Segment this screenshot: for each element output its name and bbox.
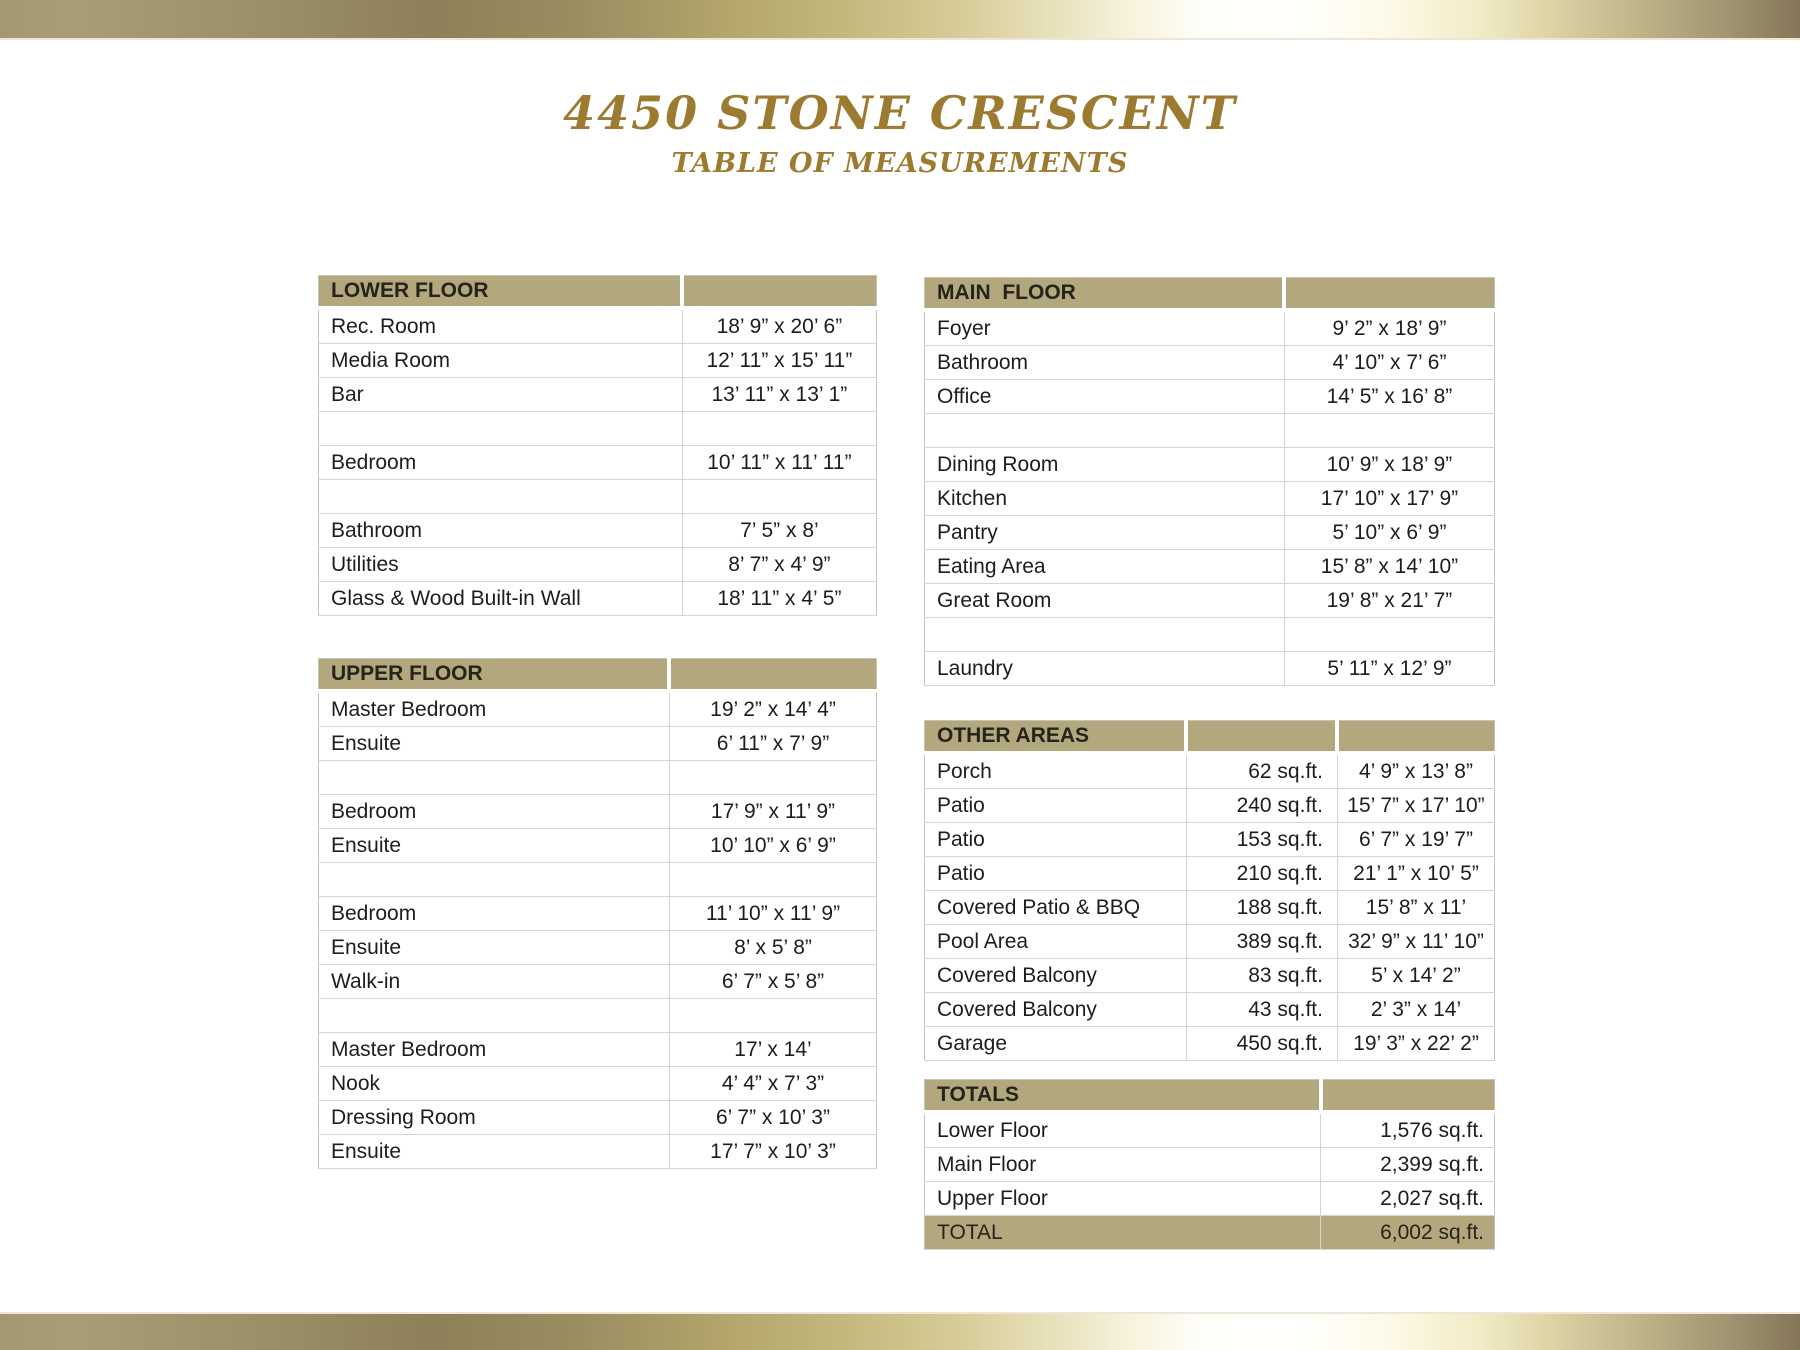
table-header-row bbox=[925, 721, 1495, 754]
table-row bbox=[925, 1112, 1495, 1148]
cell-name: Covered Patio & BBQ bbox=[925, 891, 1187, 925]
cell-name: Ensuite bbox=[319, 727, 670, 761]
cell-name: Upper Floor bbox=[925, 1182, 1321, 1216]
lower-floor-table bbox=[318, 275, 877, 616]
cell-dims bbox=[1284, 414, 1494, 448]
top-gradient-bar bbox=[0, 0, 1800, 40]
table-header-spacer bbox=[1284, 278, 1494, 311]
table-row bbox=[925, 891, 1495, 925]
cell-name: Patio bbox=[925, 857, 1187, 891]
cell-name: Master Bedroom bbox=[319, 691, 670, 727]
cell-name: Office bbox=[925, 380, 1285, 414]
cell-dims: 5’ 11” x 12’ 9” bbox=[1284, 652, 1494, 686]
cell-dims: 6’ 7” x 5’ 8” bbox=[669, 965, 876, 999]
cell-name: Bathroom bbox=[319, 514, 683, 548]
cell-sqft: 210 sq.ft. bbox=[1186, 857, 1337, 891]
cell-sqft: 240 sq.ft. bbox=[1186, 789, 1337, 823]
table-header-row bbox=[925, 278, 1495, 311]
table-row bbox=[319, 1067, 877, 1101]
cell-name: Glass & Wood Built-in Wall bbox=[319, 582, 683, 616]
table-row bbox=[319, 582, 877, 616]
cell-name: Utilities bbox=[319, 548, 683, 582]
cell-dims: 7’ 5” x 8’ bbox=[682, 514, 876, 548]
cell-dims: 17’ 10” x 17’ 9” bbox=[1284, 482, 1494, 516]
cell-dims: 4’ 10” x 7’ 6” bbox=[1284, 346, 1494, 380]
main-floor-table bbox=[924, 277, 1495, 686]
cell-dims: 6’ 11” x 7’ 9” bbox=[669, 727, 876, 761]
table-header-spacer bbox=[1186, 721, 1337, 754]
cell-dims: 12’ 11” x 15’ 11” bbox=[682, 344, 876, 378]
cell-dims: 9’ 2” x 18’ 9” bbox=[1284, 310, 1494, 346]
cell-name: Nook bbox=[319, 1067, 670, 1101]
table-row bbox=[319, 795, 877, 829]
cell-value: 2,027 sq.ft. bbox=[1321, 1182, 1495, 1216]
table-header-label: MAIN FLOOR bbox=[925, 278, 1285, 311]
table-row bbox=[319, 931, 877, 965]
cell-value: 2,399 sq.ft. bbox=[1321, 1148, 1495, 1182]
cell-dims bbox=[669, 761, 876, 795]
cell-dims bbox=[682, 412, 876, 446]
cell-name: Patio bbox=[925, 823, 1187, 857]
cell-dims: 5’ x 14’ 2” bbox=[1337, 959, 1494, 993]
cell-dims: 13’ 11” x 13’ 1” bbox=[682, 378, 876, 412]
cell-name: Media Room bbox=[319, 344, 683, 378]
table-row bbox=[925, 993, 1495, 1027]
cell-name: Lower Floor bbox=[925, 1112, 1321, 1148]
cell-dims bbox=[682, 480, 876, 514]
cell-value: 6,002 sq.ft. bbox=[1321, 1216, 1495, 1250]
cell-dims bbox=[669, 999, 876, 1033]
table-row bbox=[925, 346, 1495, 380]
cell-dims: 8’ x 5’ 8” bbox=[669, 931, 876, 965]
cell-name: Bedroom bbox=[319, 446, 683, 480]
cell-dims: 10’ 9” x 18’ 9” bbox=[1284, 448, 1494, 482]
other-areas-table bbox=[924, 720, 1495, 1061]
table-row bbox=[925, 414, 1495, 448]
cell-dims: 15’ 8” x 11’ bbox=[1337, 891, 1494, 925]
cell-name: Garage bbox=[925, 1027, 1187, 1061]
bottom-gradient-bar bbox=[0, 1312, 1800, 1350]
cell-dims: 19’ 2” x 14’ 4” bbox=[669, 691, 876, 727]
table-row bbox=[319, 897, 877, 931]
table-row bbox=[925, 310, 1495, 346]
cell-name: Bedroom bbox=[319, 897, 670, 931]
cell-name bbox=[319, 761, 670, 795]
cell-dims: 6’ 7” x 19’ 7” bbox=[1337, 823, 1494, 857]
cell-sqft: 188 sq.ft. bbox=[1186, 891, 1337, 925]
cell-name: Covered Balcony bbox=[925, 959, 1187, 993]
cell-dims: 10’ 11” x 11’ 11” bbox=[682, 446, 876, 480]
table-row bbox=[319, 1101, 877, 1135]
cell-name: Pool Area bbox=[925, 925, 1187, 959]
table-row bbox=[925, 1148, 1495, 1182]
upper-floor-table bbox=[318, 658, 877, 1169]
table-row bbox=[319, 548, 877, 582]
table-row bbox=[925, 516, 1495, 550]
cell-name: Pantry bbox=[925, 516, 1285, 550]
cell-dims: 2’ 3” x 14’ bbox=[1337, 993, 1494, 1027]
table-row bbox=[925, 584, 1495, 618]
cell-dims: 19’ 3” x 22’ 2” bbox=[1337, 1027, 1494, 1061]
totals-table bbox=[924, 1079, 1495, 1250]
cell-dims: 11’ 10” x 11’ 9” bbox=[669, 897, 876, 931]
cell-name: Dining Room bbox=[925, 448, 1285, 482]
cell-dims: 15’ 7” x 17’ 10” bbox=[1337, 789, 1494, 823]
table-row bbox=[925, 652, 1495, 686]
table-header-row bbox=[319, 659, 877, 692]
table-row bbox=[319, 378, 877, 412]
cell-dims: 10’ 10” x 6’ 9” bbox=[669, 829, 876, 863]
cell-name bbox=[319, 412, 683, 446]
table-row bbox=[319, 829, 877, 863]
table-row bbox=[319, 965, 877, 999]
table-header-label: UPPER FLOOR bbox=[319, 659, 670, 692]
cell-name: Bathroom bbox=[925, 346, 1285, 380]
cell-dims: 6’ 7” x 10’ 3” bbox=[669, 1101, 876, 1135]
cell-dims: 14’ 5” x 16’ 8” bbox=[1284, 380, 1494, 414]
cell-dims: 18’ 9” x 20’ 6” bbox=[682, 308, 876, 344]
table-header-spacer bbox=[1321, 1080, 1495, 1113]
cell-dims: 5’ 10” x 6’ 9” bbox=[1284, 516, 1494, 550]
table-row bbox=[319, 446, 877, 480]
table-row bbox=[925, 1182, 1495, 1216]
table-header-row bbox=[925, 1080, 1495, 1113]
cell-name: Rec. Room bbox=[319, 308, 683, 344]
cell-dims: 17’ 9” x 11’ 9” bbox=[669, 795, 876, 829]
cell-name: TOTAL bbox=[925, 1216, 1321, 1250]
table-row bbox=[319, 514, 877, 548]
cell-name: Bar bbox=[319, 378, 683, 412]
table-row bbox=[319, 691, 877, 727]
table-row bbox=[319, 1033, 877, 1067]
table-header-label: TOTALS bbox=[925, 1080, 1321, 1113]
table-row bbox=[319, 412, 877, 446]
cell-name bbox=[319, 863, 670, 897]
cell-name: Great Room bbox=[925, 584, 1285, 618]
cell-name: Kitchen bbox=[925, 482, 1285, 516]
table-row bbox=[925, 618, 1495, 652]
cell-dims bbox=[1284, 618, 1494, 652]
cell-name: Eating Area bbox=[925, 550, 1285, 584]
cell-dims: 17’ x 14’ bbox=[669, 1033, 876, 1067]
cell-name: Covered Balcony bbox=[925, 993, 1187, 1027]
cell-dims bbox=[669, 863, 876, 897]
cell-name: Laundry bbox=[925, 652, 1285, 686]
table-header-spacer bbox=[682, 276, 876, 309]
cell-value: 1,576 sq.ft. bbox=[1321, 1112, 1495, 1148]
cell-dims: 18’ 11” x 4’ 5” bbox=[682, 582, 876, 616]
cell-dims: 19’ 8” x 21’ 7” bbox=[1284, 584, 1494, 618]
table-row bbox=[925, 753, 1495, 789]
cell-name bbox=[319, 999, 670, 1033]
cell-sqft: 389 sq.ft. bbox=[1186, 925, 1337, 959]
table-row bbox=[925, 550, 1495, 584]
table-row bbox=[319, 727, 877, 761]
table-row bbox=[925, 959, 1495, 993]
cell-name: Bedroom bbox=[319, 795, 670, 829]
cell-dims: 8’ 7” x 4’ 9” bbox=[682, 548, 876, 582]
cell-name bbox=[925, 414, 1285, 448]
cell-name: Ensuite bbox=[319, 1135, 670, 1169]
cell-sqft: 153 sq.ft. bbox=[1186, 823, 1337, 857]
cell-name bbox=[925, 618, 1285, 652]
page-subtitle: TABLE OF MEASUREMENTS bbox=[671, 148, 1129, 179]
table-row bbox=[925, 448, 1495, 482]
table-row bbox=[319, 344, 877, 378]
table-header-spacer bbox=[1337, 721, 1494, 754]
table-row bbox=[925, 380, 1495, 414]
total-row bbox=[925, 1216, 1495, 1250]
cell-dims: 32’ 9” x 11’ 10” bbox=[1337, 925, 1494, 959]
cell-dims: 15’ 8” x 14’ 10” bbox=[1284, 550, 1494, 584]
table-row bbox=[319, 480, 877, 514]
table-header-label: LOWER FLOOR bbox=[319, 276, 683, 309]
cell-name: Ensuite bbox=[319, 829, 670, 863]
cell-name: Foyer bbox=[925, 310, 1285, 346]
table-header-spacer bbox=[669, 659, 876, 692]
page-title: 4450 STONE CRESCENT bbox=[563, 86, 1237, 140]
cell-name bbox=[319, 480, 683, 514]
cell-sqft: 62 sq.ft. bbox=[1186, 753, 1337, 789]
cell-name: Dressing Room bbox=[319, 1101, 670, 1135]
cell-dims: 17’ 7” x 10’ 3” bbox=[669, 1135, 876, 1169]
table-row bbox=[925, 482, 1495, 516]
table-row bbox=[319, 999, 877, 1033]
table-row bbox=[319, 1135, 877, 1169]
cell-name: Ensuite bbox=[319, 931, 670, 965]
cell-name: Patio bbox=[925, 789, 1187, 823]
cell-name: Master Bedroom bbox=[319, 1033, 670, 1067]
table-row bbox=[319, 761, 877, 795]
cell-sqft: 43 sq.ft. bbox=[1186, 993, 1337, 1027]
cell-name: Porch bbox=[925, 753, 1187, 789]
cell-sqft: 83 sq.ft. bbox=[1186, 959, 1337, 993]
cell-dims: 4’ 4” x 7’ 3” bbox=[669, 1067, 876, 1101]
table-row bbox=[925, 857, 1495, 891]
table-row bbox=[319, 863, 877, 897]
table-row bbox=[925, 1027, 1495, 1061]
table-row bbox=[319, 308, 877, 344]
cell-name: Walk-in bbox=[319, 965, 670, 999]
table-row bbox=[925, 789, 1495, 823]
cell-dims: 4’ 9” x 13’ 8” bbox=[1337, 753, 1494, 789]
table-header-label: OTHER AREAS bbox=[925, 721, 1187, 754]
cell-name: Main Floor bbox=[925, 1148, 1321, 1182]
table-row bbox=[925, 925, 1495, 959]
table-row bbox=[925, 823, 1495, 857]
cell-dims: 21’ 1” x 10’ 5” bbox=[1337, 857, 1494, 891]
table-header-row bbox=[319, 276, 877, 309]
cell-sqft: 450 sq.ft. bbox=[1186, 1027, 1337, 1061]
